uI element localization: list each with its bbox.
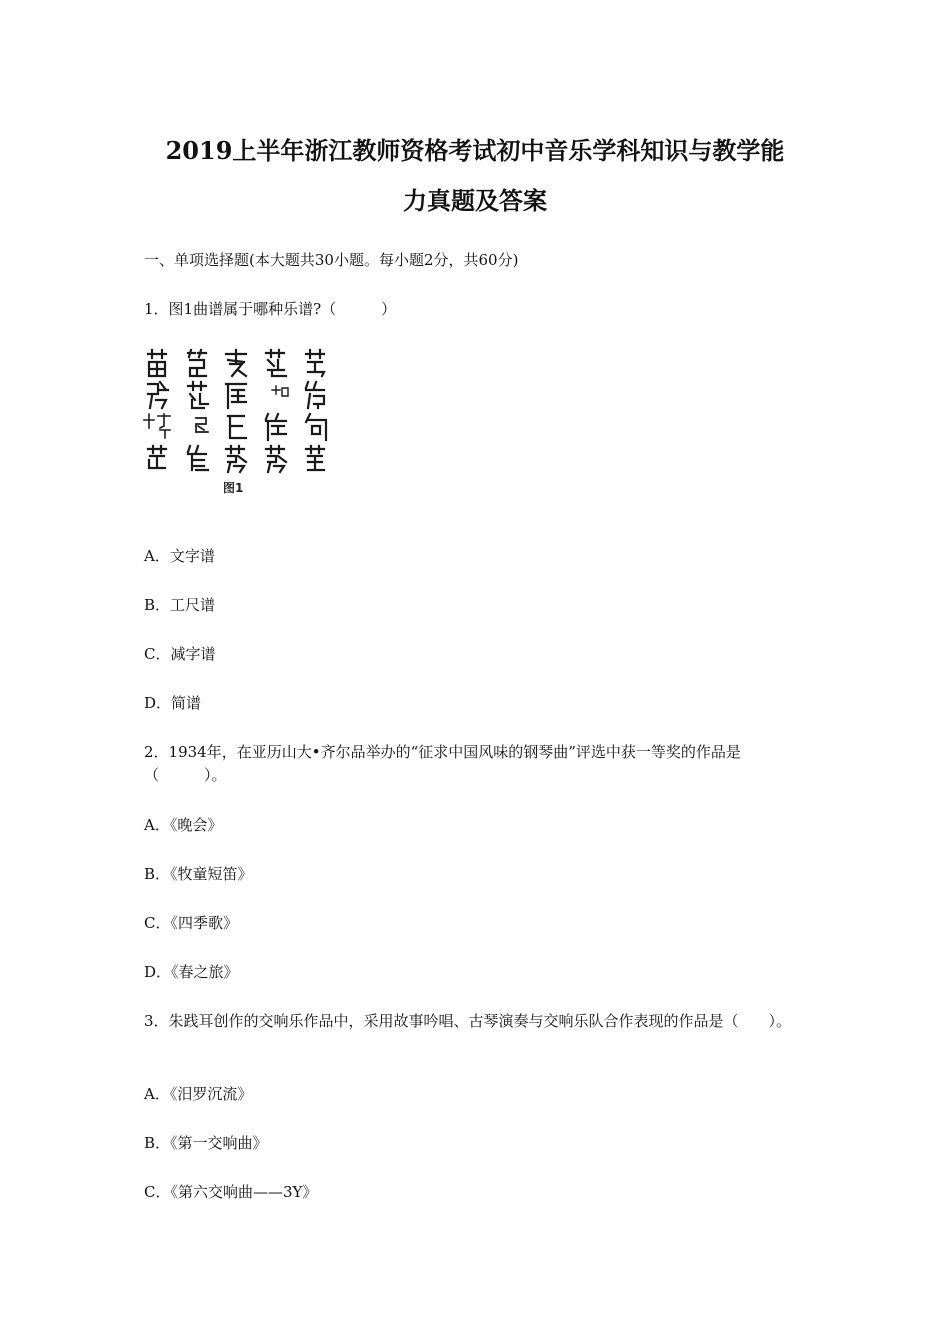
reduced-character-notation-image [140,342,340,478]
question-2-option-d: D．《春之旅》 [144,963,239,981]
question-1-stem: 1．图1曲谱属于哪种乐谱?（ ） [144,300,397,318]
question-1-option-b: B．工尺谱 [144,596,216,614]
document-title-line-2: 力真题及答案 [403,186,547,215]
question-3-option-a: A．《汨罗沉流》 [144,1085,253,1103]
question-1-option-d: D．简谱 [144,694,202,712]
question-2-option-b: B．《牧童短笛》 [144,865,253,883]
question-1-option-c: C．减字谱 [144,645,216,663]
question-3-option-b: B．《第一交响曲》 [144,1134,268,1152]
figure-1-jianzipu-notation [140,342,340,502]
section-heading: 一、单项选择题(本大题共30小题。每小题2分，共60分) [144,251,519,269]
question-2-stem: 2．1934年，在亚历山大•齐尔品举办的“征求中国风味的钢琴曲”评选中获一等奖的作品是（ ）。 [144,743,741,784]
question-1-option-a: A．文字谱 [144,547,215,565]
question-3-stem: 3．朱践耳创作的交响乐作品中，采用故事吟唱、古琴演奏与交响乐队合作表现的作品是（ ）。 [144,1012,792,1030]
question-3-option-c: C．《第六交响曲——3Y》 [144,1183,318,1201]
question-2-option-c: C．《四季歌》 [144,914,238,932]
document-title-line-1: 2019上半年浙江教师资格考试初中音乐学科知识与教学能 [165,136,785,165]
figure-1-caption: 图1 [223,481,244,495]
question-2-option-a: A．《晚会》 [144,816,223,834]
